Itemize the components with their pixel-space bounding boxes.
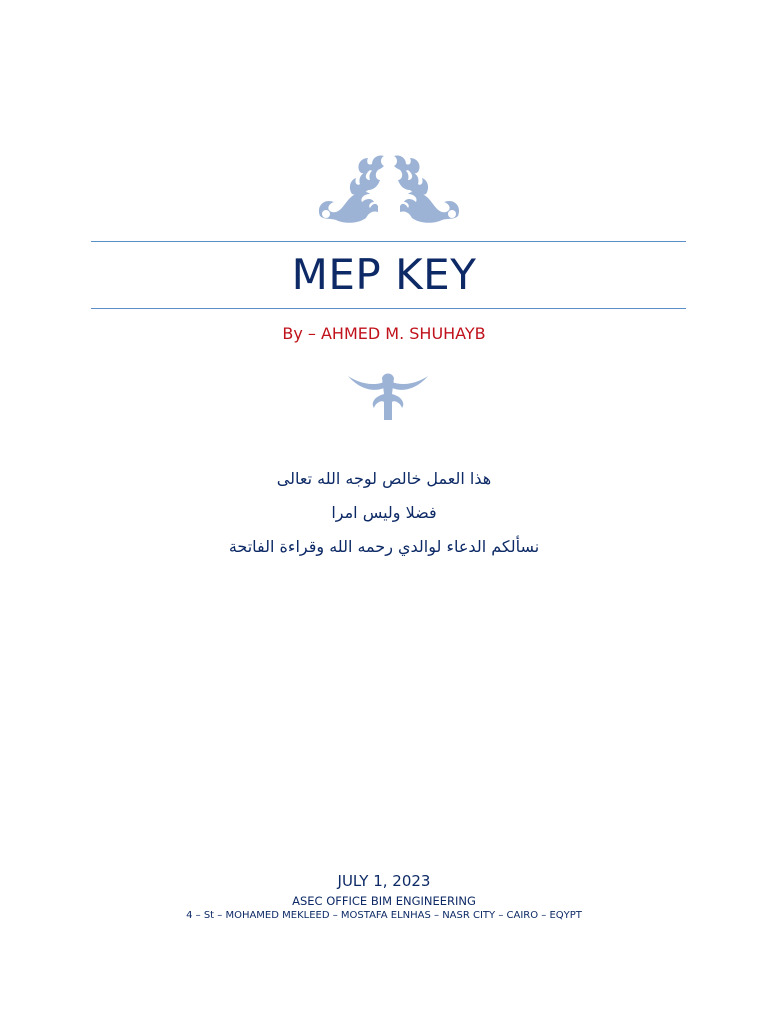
organization-name: ASEC OFFICE BIM ENGINEERING <box>292 894 476 908</box>
fleur-ornament-icon <box>346 368 430 422</box>
arabic-dedication <box>0 462 768 564</box>
organization-address: 4 – St – MOHAMED MEKLEED – MOSTAFA ELNHAS – NASR CITY – CAIRO – EQYPT <box>186 910 582 921</box>
floral-scroll-ornament-icon <box>314 150 464 230</box>
bottom-divider <box>91 308 686 309</box>
author-line: By – AHMED M. SHUHAYB <box>282 324 486 343</box>
dedication-line-2: فضلا وليس امرا <box>331 503 437 522</box>
dedication-line-1: هذا العمل خالص لوجه الله تعالى <box>276 469 492 488</box>
document-title: MEP KEY <box>291 250 477 299</box>
publication-date: JULY 1, 2023 <box>337 872 431 890</box>
dedication-line-3: نسألكم الدعاء لوالدي رحمه الله وقراءة الفاتحة <box>228 537 540 556</box>
top-divider <box>91 241 686 242</box>
